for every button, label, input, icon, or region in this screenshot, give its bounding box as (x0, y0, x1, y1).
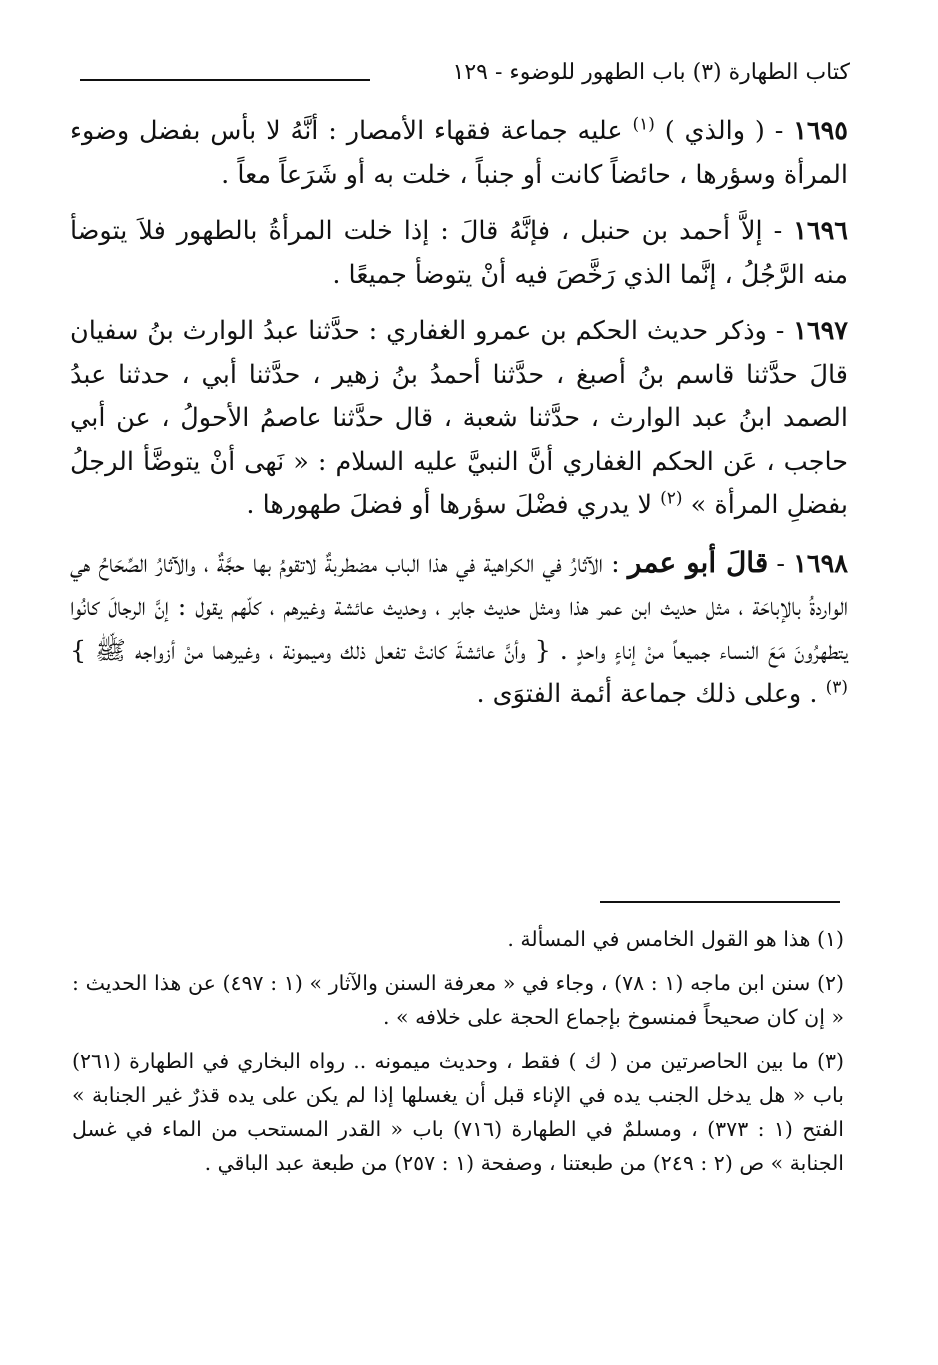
footnote-3: (٣) ما بين الحاصرتين من ( ك ) فقط ، وحديث ميمونه .. رواه البخاري في الطهارة (٢٦١) باب « هل يدخل الجنب يده في الإناء قبل أن يغسلها إذا لم يكن على يده قذرٌ غير الجنابة » الفتح (١ : ٣٧٣) ، ومسلمٌ في الطهارة (٧١٦) باب « القدر المستحب من الماء في غسل الجنابة » ص (٢ : ٢٤٩) من طبعتنا ، وصفحة (١ : ٢٥٧) من طبعة عبد الباقي . (72, 1049, 844, 1175)
paragraph-text: - ( والذي ) (654, 116, 794, 146)
paragraph-1698 (70, 541, 848, 717)
paragraph-text: : الآثارُ في الكراهية في هذا الباب مضطربةٌ لاتقومُ بها حجَّةٌ ، والآثارُ الصِّحَاحُ هي الواردةُ بالإباحَة ، مثل حديث ابن عمر هذا ومثل حديث جابر ، وحديث عائشة وغيرهم ، كلّهم يقول : إنَّ الرجالَ كانُوا يتطهرُونَ مَعَ النساء جميعاً منْ إناءٍ واحدٍ . { وأنَّ عائشةَ كانتْ تفعل ذلك وميمونة ، وغيرهما منْ أزواجه ﷺ } (70, 548, 848, 666)
running-title: كتاب الطهارة (٣) باب الطهور للوضوء - ١٢٩ (452, 60, 850, 85)
paragraph-number: ١٦٩٧ (793, 316, 848, 346)
paragraph-text: - (768, 548, 794, 579)
footnotes (72, 922, 844, 1190)
paragraph-text: . وعلى ذلك جماعة أئمة الفتوَى . (476, 679, 826, 709)
paragraph-text: - إلاَّ أحمد بن حنبل ، فإنَّهُ قالَ : إذا خلت المرأةُ بالطهور فلاَ يتوضأ منه الرَّجُلُ ، إنَّما الذي رَخَّصَ فيه أنْ يتوضأ جميعًا . (70, 216, 848, 290)
footnote-ref: (٣) (825, 677, 848, 698)
paragraph-1696 (70, 210, 848, 297)
paragraph-text: - وذكر حديث الحكم بن عمرو الغفاري : حدَّثنا عبدُ الوارث بنُ سفيان قالَ حدَّثنا قاسم بنُ أصبغ ، حدَّثنا أحمدُ بنُ زهير ، حدَّثنا أبي ، حدثنا عبدُ الصمد ابنُ عبد الوارث ، حدَّثنا شعبة ، قال حدَّثنا عاصمُ الأحولُ ، عن أبي حاجب ، عَن الحكم الغفاري أنَّ النبيَّ عليه السلام : « نَهى أنْ يتوضَّأ الرجلُ بفضلِ المرأة » (70, 316, 848, 520)
footnote-2: (٢) سنن ابن ماجه (١ : ٧٨) ، وجاء في « معرفة السنن والآثار » (١ : ٤٩٧) عن هذا الحديث : « إن كان صحيحاً فمنسوخ بإجماع الحجة على خلافه » . (72, 971, 844, 1029)
paragraph-1695 (70, 110, 848, 197)
paragraph-1697 (70, 310, 848, 528)
footnote-1: (١) هذا هو القول الخامس في المسألة . (507, 927, 844, 951)
paragraph-text: عليه جماعة فقهاء الأمصار : أنَّهُ لا بأس بفضل وضوء المرأة وسؤرها ، حائضاً كانت أو جنباً ، خلت به أو شَرَعاً معاً . (70, 116, 848, 190)
footnote-ref: (١) (632, 114, 655, 135)
footnote-ref: (٢) (660, 488, 683, 509)
speaker-heading: قالَ أبو عمر (627, 545, 769, 579)
main-text (70, 110, 848, 730)
paragraph-number: ١٦٩٥ (793, 116, 848, 146)
paragraph-text: لا يدري فضْلَ سؤرها أو فضلَ طهورها . (246, 490, 661, 520)
header-rule (80, 79, 370, 81)
paragraph-number: ١٦٩٦ (793, 216, 848, 246)
footnote-separator (600, 901, 840, 903)
paragraph-number: ١٦٩٨ (793, 548, 849, 579)
page-header (80, 56, 850, 96)
